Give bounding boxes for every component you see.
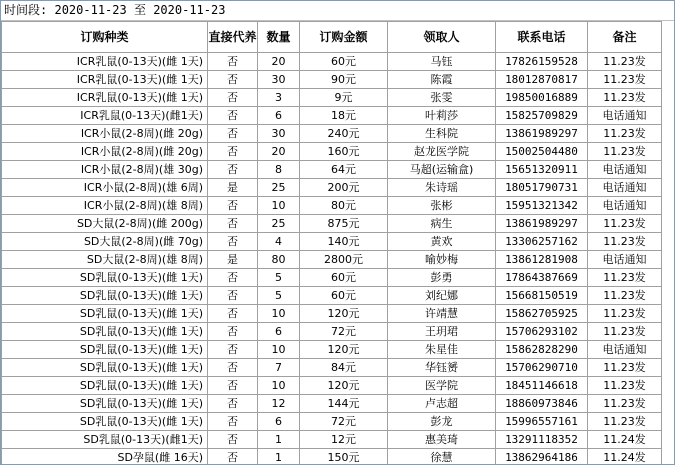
table-row (2, 449, 662, 465)
phone-cell: 13861281908 (496, 251, 588, 269)
amount-cell: 240元 (300, 125, 388, 143)
header-direct-care: 直接代养 (208, 22, 258, 53)
amount-cell: 150元 (300, 449, 388, 465)
date-separator: 至 (133, 3, 146, 17)
order-type-cell: SD乳鼠(0-13天)(雌 1天) (2, 287, 208, 305)
phone-cell: 15706290710 (496, 359, 588, 377)
direct-care-cell: 否 (208, 413, 258, 431)
recipient-cell: 生科院 (388, 125, 496, 143)
phone-cell: 18051790731 (496, 179, 588, 197)
table-row (2, 269, 662, 287)
notes-cell: 11.24发 (588, 431, 662, 449)
phone-cell: 15862705925 (496, 305, 588, 323)
notes-cell: 电话通知 (588, 251, 662, 269)
quantity-cell: 10 (258, 341, 300, 359)
order-type-cell: SD乳鼠(0-13天)(雌 1天) (2, 359, 208, 377)
amount-cell: 84元 (300, 359, 388, 377)
notes-cell: 电话通知 (588, 179, 662, 197)
notes-cell: 11.23发 (588, 287, 662, 305)
table-row (2, 71, 662, 89)
notes-cell: 电话通知 (588, 197, 662, 215)
phone-cell: 13291118352 (496, 431, 588, 449)
order-type-cell: SD乳鼠(0-13天)(雌 1天) (2, 323, 208, 341)
direct-care-cell: 否 (208, 197, 258, 215)
table-row (2, 377, 662, 395)
direct-care-cell: 否 (208, 305, 258, 323)
amount-cell: 60元 (300, 53, 388, 71)
quantity-cell: 8 (258, 161, 300, 179)
recipient-cell: 黄欢 (388, 233, 496, 251)
recipient-cell: 马超(运输盒) (388, 161, 496, 179)
recipient-cell: 陈霞 (388, 71, 496, 89)
phone-cell: 13861989297 (496, 125, 588, 143)
order-type-cell: SD乳鼠(0-13天)(雌 1天) (2, 341, 208, 359)
amount-cell: 200元 (300, 179, 388, 197)
header-quantity: 数量 (258, 22, 300, 53)
quantity-cell: 1 (258, 431, 300, 449)
direct-care-cell: 是 (208, 251, 258, 269)
quantity-cell: 3 (258, 89, 300, 107)
quantity-cell: 5 (258, 287, 300, 305)
recipient-cell: 病生 (388, 215, 496, 233)
table-row (2, 89, 662, 107)
quantity-cell: 5 (258, 269, 300, 287)
quantity-cell: 25 (258, 179, 300, 197)
notes-cell: 11.23发 (588, 125, 662, 143)
direct-care-cell: 否 (208, 431, 258, 449)
phone-cell: 18451146618 (496, 377, 588, 395)
amount-cell: 140元 (300, 233, 388, 251)
header-order-type: 订购种类 (2, 22, 208, 53)
order-type-cell: SD乳鼠(0-13天)(雌 1天) (2, 413, 208, 431)
notes-cell: 11.23发 (588, 89, 662, 107)
phone-cell: 19850016889 (496, 89, 588, 107)
notes-cell: 11.23发 (588, 359, 662, 377)
direct-care-cell: 否 (208, 287, 258, 305)
amount-cell: 72元 (300, 323, 388, 341)
order-type-cell: ICR小鼠(2-8周)(雄 8周) (2, 197, 208, 215)
recipient-cell: 喻妙梅 (388, 251, 496, 269)
order-type-cell: SD大鼠(2-8周)(雌 70g) (2, 233, 208, 251)
amount-cell: 120元 (300, 341, 388, 359)
recipient-cell: 张彬 (388, 197, 496, 215)
order-type-cell: ICR小鼠(2-8周)(雌 20g) (2, 143, 208, 161)
quantity-cell: 30 (258, 125, 300, 143)
order-type-cell: SD乳鼠(0-13天)(雌 1天) (2, 269, 208, 287)
table-row (2, 431, 662, 449)
recipient-cell: 叶莉莎 (388, 107, 496, 125)
amount-cell: 64元 (300, 161, 388, 179)
amount-cell: 80元 (300, 197, 388, 215)
direct-care-cell: 否 (208, 377, 258, 395)
quantity-cell: 25 (258, 215, 300, 233)
phone-cell: 15668150519 (496, 287, 588, 305)
date-end: 2020-11-23 (153, 3, 226, 17)
phone-cell: 15002504480 (496, 143, 588, 161)
phone-cell: 17864387669 (496, 269, 588, 287)
amount-cell: 60元 (300, 269, 388, 287)
notes-cell: 11.23发 (588, 323, 662, 341)
table-row (2, 161, 662, 179)
quantity-cell: 10 (258, 305, 300, 323)
table-row (2, 179, 662, 197)
quantity-cell: 1 (258, 449, 300, 465)
direct-care-cell: 否 (208, 143, 258, 161)
recipient-cell: 刘纪娜 (388, 287, 496, 305)
order-type-cell: SD大鼠(2-8周)(雄 8周) (2, 251, 208, 269)
table-row (2, 215, 662, 233)
quantity-cell: 6 (258, 323, 300, 341)
amount-cell: 60元 (300, 287, 388, 305)
notes-cell: 11.23发 (588, 269, 662, 287)
order-type-cell: ICR乳鼠(0-13天)(雌1天) (2, 107, 208, 125)
recipient-cell: 医学院 (388, 377, 496, 395)
amount-cell: 90元 (300, 71, 388, 89)
direct-care-cell: 否 (208, 125, 258, 143)
table-row (2, 251, 662, 269)
phone-cell: 15996557161 (496, 413, 588, 431)
notes-cell: 11.23发 (588, 143, 662, 161)
direct-care-cell: 否 (208, 359, 258, 377)
table-row (2, 143, 662, 161)
notes-cell: 11.23发 (588, 413, 662, 431)
direct-care-cell: 否 (208, 215, 258, 233)
table-row (2, 341, 662, 359)
order-type-cell: ICR小鼠(2-8周)(雄 30g) (2, 161, 208, 179)
notes-cell: 11.23发 (588, 233, 662, 251)
amount-cell: 875元 (300, 215, 388, 233)
phone-cell: 15651320911 (496, 161, 588, 179)
table-row (2, 125, 662, 143)
phone-cell: 15951321342 (496, 197, 588, 215)
amount-cell: 9元 (300, 89, 388, 107)
notes-cell: 11.23发 (588, 305, 662, 323)
quantity-cell: 6 (258, 107, 300, 125)
amount-cell: 2800元 (300, 251, 388, 269)
quantity-cell: 20 (258, 53, 300, 71)
quantity-cell: 6 (258, 413, 300, 431)
table-row (2, 323, 662, 341)
quantity-cell: 30 (258, 71, 300, 89)
table-row (2, 197, 662, 215)
recipient-cell: 彭龙 (388, 413, 496, 431)
amount-cell: 120元 (300, 305, 388, 323)
recipient-cell: 马钰 (388, 53, 496, 71)
header-phone: 联系电话 (496, 22, 588, 53)
direct-care-cell: 否 (208, 53, 258, 71)
recipient-cell: 彭勇 (388, 269, 496, 287)
recipient-cell: 许靖慧 (388, 305, 496, 323)
notes-cell: 11.24发 (588, 449, 662, 465)
amount-cell: 160元 (300, 143, 388, 161)
order-type-cell: SD乳鼠(0-13天)(雌 1天) (2, 377, 208, 395)
notes-cell: 11.23发 (588, 395, 662, 413)
quantity-cell: 10 (258, 377, 300, 395)
direct-care-cell: 否 (208, 449, 258, 465)
recipient-cell: 卢志超 (388, 395, 496, 413)
notes-cell: 11.23发 (588, 377, 662, 395)
amount-cell: 72元 (300, 413, 388, 431)
header-notes: 备注 (588, 22, 662, 53)
recipient-cell: 张雯 (388, 89, 496, 107)
recipient-cell: 赵龙医学院 (388, 143, 496, 161)
amount-cell: 12元 (300, 431, 388, 449)
phone-cell: 15706293102 (496, 323, 588, 341)
table-row (2, 305, 662, 323)
order-type-cell: SD乳鼠(0-13天)(雌 1天) (2, 305, 208, 323)
quantity-cell: 80 (258, 251, 300, 269)
table-header-row (2, 22, 662, 53)
amount-cell: 18元 (300, 107, 388, 125)
direct-care-cell: 否 (208, 323, 258, 341)
direct-care-cell: 否 (208, 161, 258, 179)
table-row (2, 233, 662, 251)
order-type-cell: ICR小鼠(2-8周)(雄 6周) (2, 179, 208, 197)
recipient-cell: 朱诗瑶 (388, 179, 496, 197)
date-range-bar (1, 1, 674, 21)
quantity-cell: 12 (258, 395, 300, 413)
order-type-cell: SD乳鼠(0-13天)(雌1天) (2, 431, 208, 449)
direct-care-cell: 否 (208, 395, 258, 413)
table-row (2, 107, 662, 125)
notes-cell: 电话通知 (588, 161, 662, 179)
order-type-cell: ICR乳鼠(0-13天)(雌 1天) (2, 53, 208, 71)
table-row (2, 53, 662, 71)
phone-cell: 15862828290 (496, 341, 588, 359)
recipient-cell: 王玥珺 (388, 323, 496, 341)
orders-table (1, 21, 662, 465)
recipient-cell: 朱星佳 (388, 341, 496, 359)
phone-cell: 18012870817 (496, 71, 588, 89)
direct-care-cell: 否 (208, 107, 258, 125)
quantity-cell: 20 (258, 143, 300, 161)
table-row (2, 359, 662, 377)
order-type-cell: ICR乳鼠(0-13天)(雌 1天) (2, 71, 208, 89)
notes-cell: 11.23发 (588, 53, 662, 71)
order-type-cell: SD大鼠(2-8周)(雌 200g) (2, 215, 208, 233)
amount-cell: 120元 (300, 377, 388, 395)
phone-cell: 15825709829 (496, 107, 588, 125)
notes-cell: 11.23发 (588, 215, 662, 233)
direct-care-cell: 否 (208, 233, 258, 251)
table-row (2, 413, 662, 431)
phone-cell: 17826159528 (496, 53, 588, 71)
phone-cell: 13862964186 (496, 449, 588, 465)
recipient-cell: 惠美琦 (388, 431, 496, 449)
quantity-cell: 10 (258, 197, 300, 215)
phone-cell: 13306257162 (496, 233, 588, 251)
header-recipient: 领取人 (388, 22, 496, 53)
order-type-cell: ICR小鼠(2-8周)(雌 20g) (2, 125, 208, 143)
direct-care-cell: 否 (208, 71, 258, 89)
table-row (2, 395, 662, 413)
phone-cell: 18860973846 (496, 395, 588, 413)
direct-care-cell: 否 (208, 341, 258, 359)
notes-cell: 电话通知 (588, 341, 662, 359)
phone-cell: 13861989297 (496, 215, 588, 233)
order-type-cell: SD孕鼠(雌 16天) (2, 449, 208, 465)
direct-care-cell: 否 (208, 269, 258, 287)
date-start: 2020-11-23 (54, 3, 127, 17)
table-row (2, 287, 662, 305)
quantity-cell: 4 (258, 233, 300, 251)
order-type-cell: SD乳鼠(0-13天)(雌 1天) (2, 395, 208, 413)
date-range-label: 时间段: (4, 3, 48, 17)
header-amount: 订购金额 (300, 22, 388, 53)
notes-cell: 电话通知 (588, 107, 662, 125)
quantity-cell: 7 (258, 359, 300, 377)
recipient-cell: 华钰赟 (388, 359, 496, 377)
table-body (2, 53, 662, 465)
order-type-cell: ICR乳鼠(0-13天)(雌 1天) (2, 89, 208, 107)
notes-cell: 11.23发 (588, 71, 662, 89)
recipient-cell: 徐慧 (388, 449, 496, 465)
direct-care-cell: 否 (208, 89, 258, 107)
amount-cell: 144元 (300, 395, 388, 413)
direct-care-cell: 是 (208, 179, 258, 197)
